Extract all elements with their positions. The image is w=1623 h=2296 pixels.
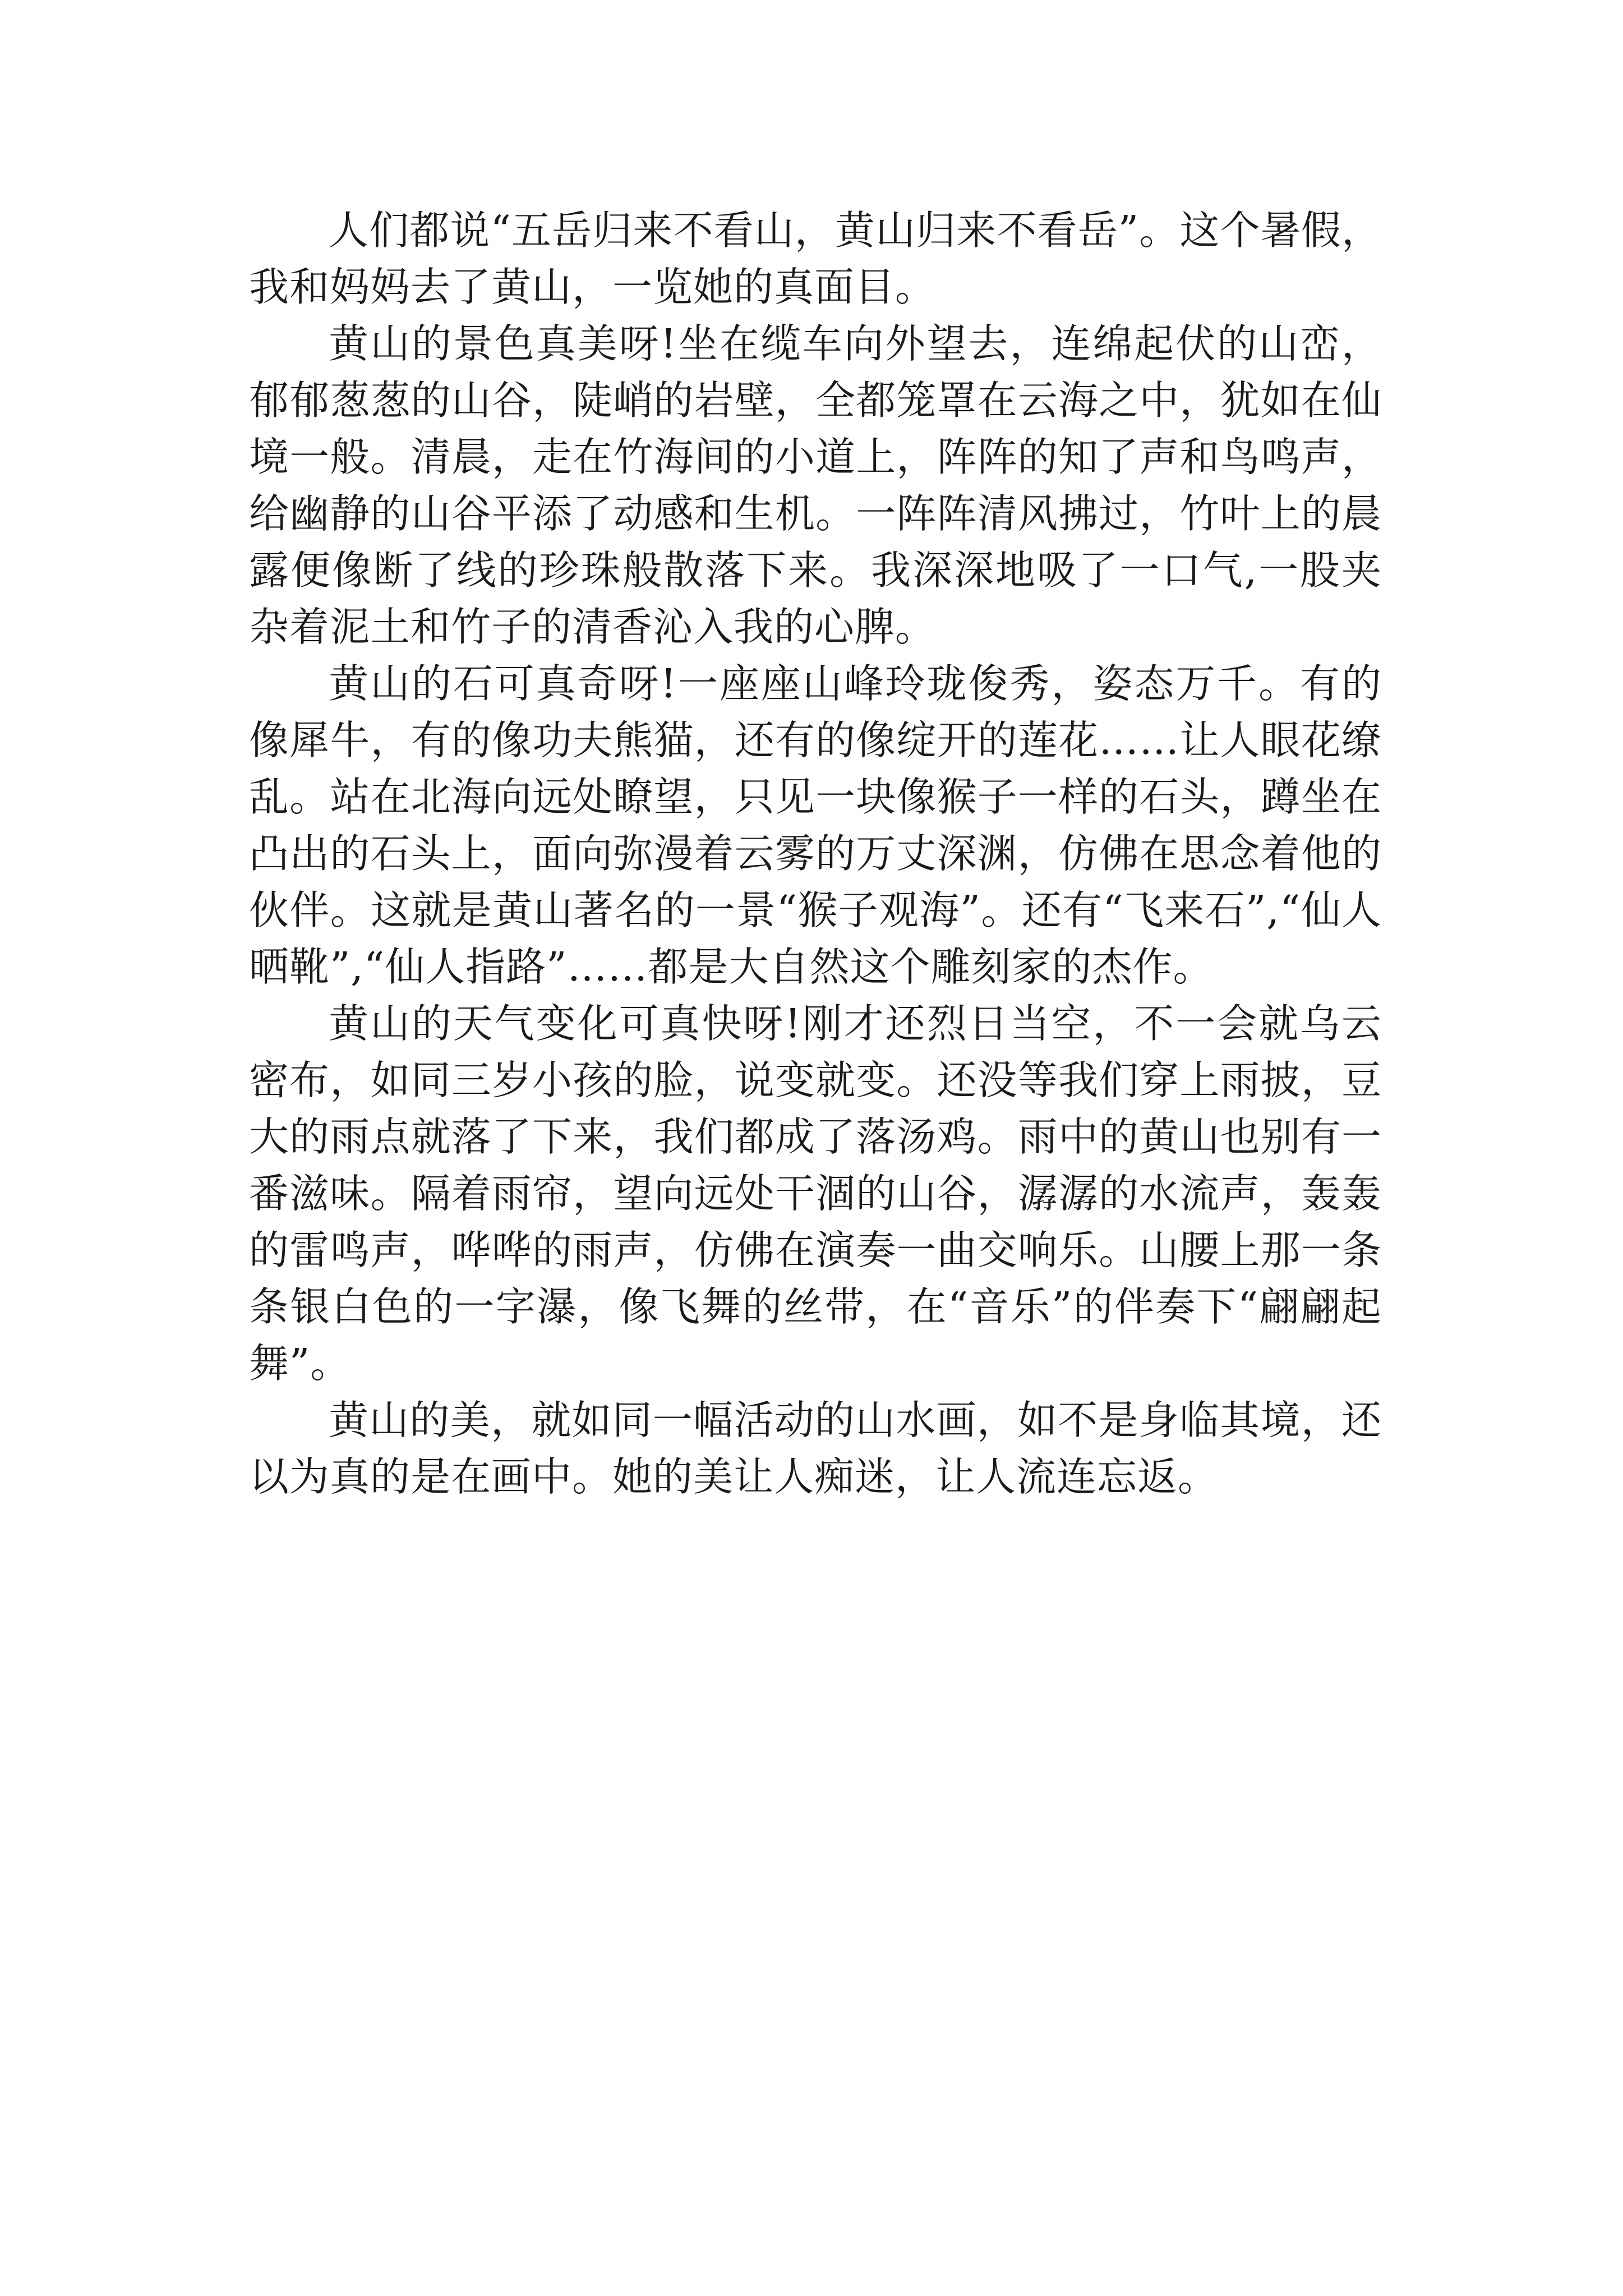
paragraph-conclusion: 黄山的美，就如同一幅活动的山水画，如不是身临其境，还以为真的是在画中。她的美让人痴迷，让人流连忘返。: [249, 1397, 1382, 1500]
paragraph-scenery: 黄山的景色真美呀!坐在缆车向外望去，连绵起伏的山峦，郁郁葱葱的山谷，陡峭的岩壁，全都笼罩在云海之中，犹如在仙境一般。清晨，走在竹海间的小道上，阵阵的知了声和鸟鸣声，给幽静的山谷平添了动感和生机。一阵阵清风拂过，竹叶上的晨露便像断了线的珍珠般散落下来。我深深地吸了一口气,一股夹杂着泥土和竹子的清香沁入我的心脾。: [249, 320, 1382, 650]
paragraph-weather: 黄山的天气变化可真快呀!刚才还烈日当空，不一会就乌云密布，如同三岁小孩的脸，说变就变。还没等我们穿上雨披，豆大的雨点就落了下来，我们都成了落汤鸡。雨中的黄山也别有一番滋味。隔着雨帘，望向远处干涸的山谷，潺潺的水流声，轰轰的雷鸣声，哗哗的雨声，仿佛在演奏一曲交响乐。山腰上那一条条银白色的一字瀑，像飞舞的丝带，在“音乐”的伴奏下“翩翩起舞”。: [249, 1000, 1382, 1387]
essay-body: [249, 202, 1382, 1505]
paragraph-rocks: 黄山的石可真奇呀!一座座山峰玲珑俊秀，姿态万千。有的像犀牛，有的像功夫熊猫，还有的像绽开的莲花……让人眼花缭乱。站在北海向远处瞭望，只见一块像猴子一样的石头，蹲坐在凸出的石头上，面向弥漫着云雾的万丈深渊，仿佛在思念着他的伙伴。这就是黄山著名的一景“猴子观海”。还有“飞来石”,“仙人晒靴”,“仙人指路”……都是大自然这个雕刻家的杰作。: [249, 660, 1382, 990]
paragraph-intro: 人们都说“五岳归来不看山，黄山归来不看岳”。这个暑假，我和妈妈去了黄山，一览她的真面目。: [249, 207, 1382, 310]
